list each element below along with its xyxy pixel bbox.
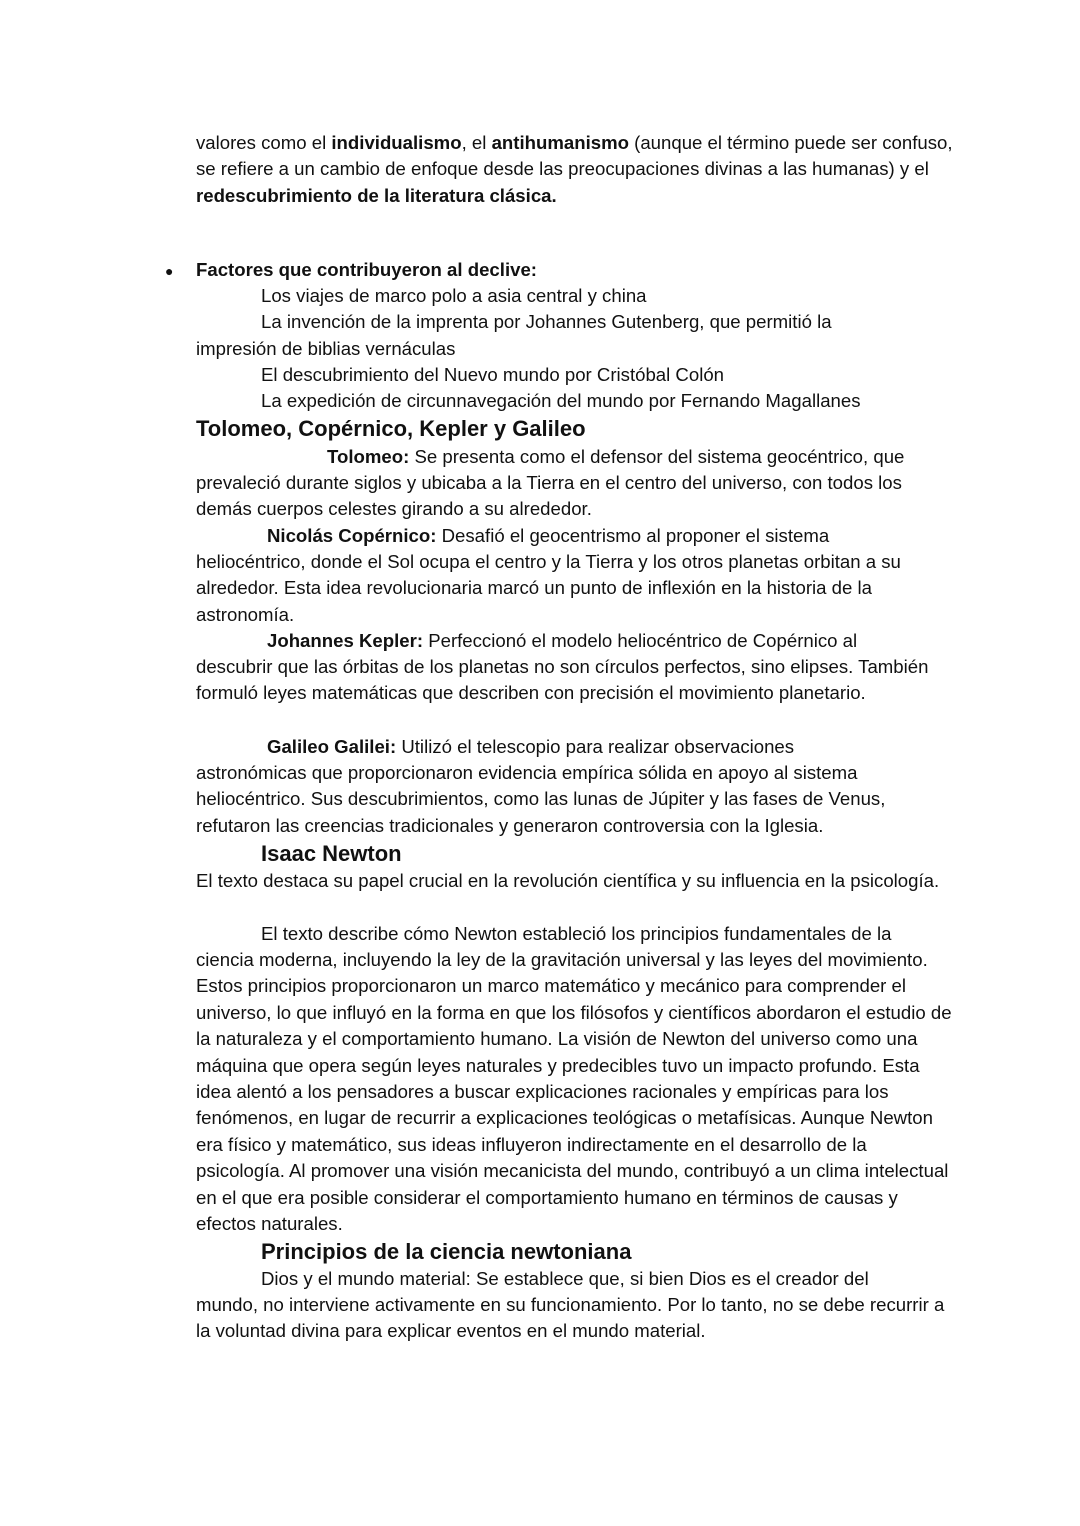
principios-paragraph: mundo, no interviene activamente en su funcionamiento. Por lo tanto, no se debe recurrir a la voluntad divina para explicar eventos en el mundo material.: [196, 1294, 945, 1342]
section-heading-principios: Principios de la ciencia newtoniana: [261, 1239, 632, 1264]
newton-intro: El texto destaca su papel crucial en la revolución científica y su influencia en la psicología.: [196, 870, 940, 891]
factor-item: La expedición de circunnavegación del mundo por Fernando Magallanes: [261, 390, 861, 411]
kepler-name: Johannes Kepler:: [267, 630, 424, 651]
newton-paragraph: ciencia moderna, incluyendo la ley de la gravitación universal y las leyes del movimiento. Estos principios proporcionaron un marco matemático y mecánico para comprender el universo, lo que influyó en la forma en que los filósofos y científicos abordaron el estudio de la naturaleza y el comportamiento humano. La visión de Newton del universo como una máquina que opera según leyes naturales y predecibles tuvo un impacto profundo. Esta idea alentó a los pensadores a buscar explicaciones racionales y empíricas para los fenómenos, en lugar de recurrir a explicaciones teológicas o metafísicas. Aunque Newton era físico y matemático, sus ideas influyeron indirectamente en el desarrollo de la psicología. Al promover una visión mecanicista del mundo, contribuyó a un clima intelectual en el que era posible considerar el comportamiento humano en términos de causas y efectos naturales.: [196, 949, 952, 1235]
principios-first-line: Dios y el mundo material: Se establece que, si bien Dios es el creador del: [261, 1268, 869, 1289]
newton-first-line: El texto describe cómo Newton estableció los principios fundamentales de la: [261, 923, 892, 944]
bullet-icon: ●: [165, 263, 174, 279]
galileo-name: Galileo Galilei:: [267, 736, 397, 757]
term-individualismo: individualismo: [331, 132, 462, 153]
factor-item: La invención de la imprenta por Johannes Gutenberg, que permitió la: [261, 311, 832, 332]
copernico-name: Nicolás Copérnico:: [267, 525, 437, 546]
factor-item-continuation: impresión de biblias vernáculas: [196, 338, 456, 359]
copernico-first-line: [267, 523, 829, 549]
kepler-text: Perfeccionó el modelo heliocéntrico de Copérnico al: [423, 630, 858, 651]
section-heading-newton: Isaac Newton: [261, 841, 402, 866]
tolomeo-name: Tolomeo:: [327, 446, 410, 467]
factors-heading: Factores que contribuyeron al declive:: [196, 259, 537, 280]
factor-item: Los viajes de marco polo a asia central y china: [261, 285, 647, 306]
copernico-paragraph: heliocéntrico, donde el Sol ocupa el centro y la Tierra y los otros planetas orbitan a su alrededor. Esta idea revolucionaria marcó un punto de inflexión en la historia de la astronomía.: [196, 551, 901, 625]
intro-text-2: , el: [461, 132, 492, 153]
section-heading-astronomers: Tolomeo, Copérnico, Kepler y Galileo: [196, 416, 586, 441]
factor-item: El descubrimiento del Nuevo mundo por Cristóbal Colón: [261, 364, 725, 385]
term-literatura-clasica: redescubrimiento de la literatura clásica.: [196, 184, 557, 206]
term-antihumanismo: antihumanismo: [491, 132, 629, 153]
intro-text-1: valores como el: [196, 132, 332, 153]
kepler-paragraph: descubrir que las órbitas de los planetas no son círculos perfectos, sino elipses. También formuló leyes matemáticas que describen con precisión el movimiento planetario.: [196, 656, 929, 704]
galileo-text: Utilizó el telescopio para realizar observaciones: [396, 736, 795, 757]
galileo-paragraph: astronómicas que proporcionaron evidencia empírica sólida en apoyo al sistema heliocéntrico. Sus descubrimientos, como las lunas de Júpiter y las fases de Venus, refutaron las creencias tradicionales y generaron controversia con la Iglesia.: [196, 762, 886, 836]
kepler-first-line: [267, 628, 857, 654]
copernico-text: Desafió el geocentrismo al proponer el sistema: [436, 525, 830, 546]
tolomeo-paragraph: prevaleció durante siglos y ubicaba a la Tierra en el centro del universo, con todos los demás cuerpos celestes girando a su alrededor.: [196, 472, 902, 520]
intro-paragraph: [196, 130, 956, 209]
tolomeo-first-line: [327, 444, 904, 470]
tolomeo-text: Se presenta como el defensor del sistema geocéntrico, que: [409, 446, 905, 467]
intro-text-3: (aunque el término puede ser confuso, se refiere a un cambio de enfoque desde las preocupaciones divinas a las humanas) y el: [196, 132, 953, 180]
galileo-first-line: [267, 734, 794, 760]
